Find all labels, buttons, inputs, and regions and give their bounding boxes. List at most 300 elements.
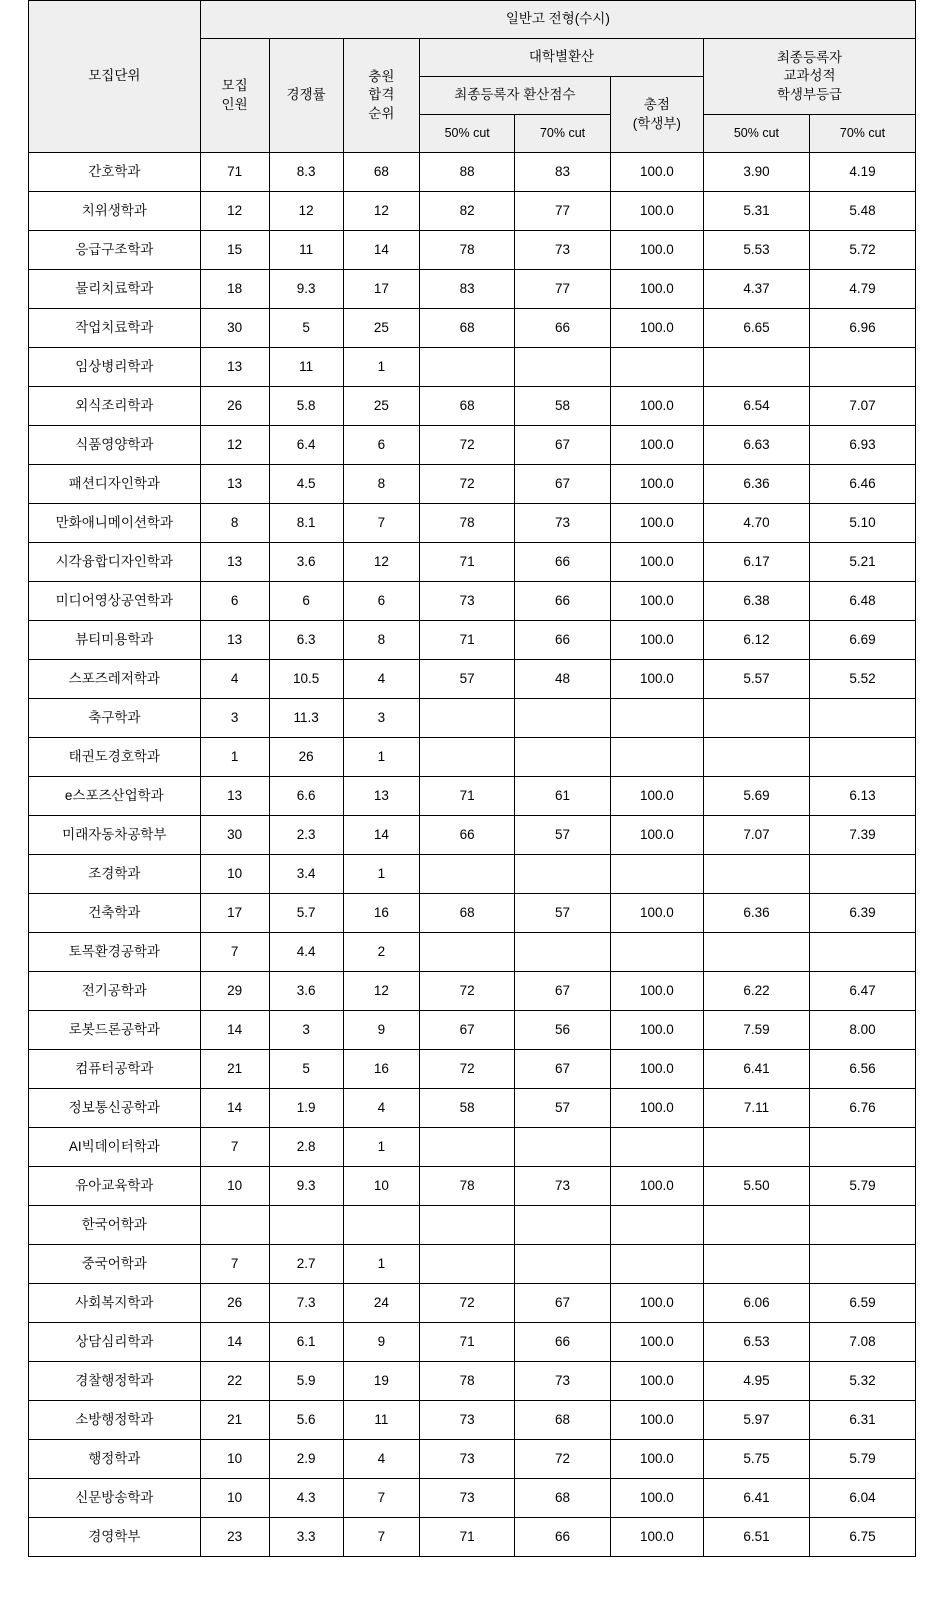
cell-quota: 10 (200, 1440, 269, 1479)
cell-conv-cut70: 48 (515, 660, 610, 699)
cell-conv-cut50 (420, 348, 515, 387)
header-total-line2: (학생부) (632, 115, 681, 131)
table-row (29, 387, 916, 426)
cell-grade-cut70: 6.13 (809, 777, 915, 816)
cell-rank: 24 (343, 1284, 419, 1323)
cell-total: 100.0 (610, 270, 703, 309)
cell-grade-cut70: 6.04 (809, 1479, 915, 1518)
header-row-1 (29, 1, 916, 39)
cell-quota: 21 (200, 1401, 269, 1440)
cell-unit: 정보통신공학과 (29, 1089, 201, 1128)
table-row (29, 699, 916, 738)
cell-ratio: 3.6 (269, 543, 343, 582)
cell-ratio: 2.9 (269, 1440, 343, 1479)
cell-rank: 12 (343, 972, 419, 1011)
cell-conv-cut70 (515, 1128, 610, 1167)
cell-quota: 23 (200, 1518, 269, 1557)
cell-rank: 1 (343, 1245, 419, 1284)
cell-unit: 경영학부 (29, 1518, 201, 1557)
cell-conv-cut70: 67 (515, 1284, 610, 1323)
table-row (29, 738, 916, 777)
cell-conv-cut70: 67 (515, 972, 610, 1011)
cell-grade-cut50: 3.90 (703, 153, 809, 192)
cell-ratio: 3 (269, 1011, 343, 1050)
cell-unit: 간호학과 (29, 153, 201, 192)
cell-grade-cut50: 6.41 (703, 1050, 809, 1089)
cell-rank: 25 (343, 309, 419, 348)
cell-total: 100.0 (610, 465, 703, 504)
cell-unit: 상담심리학과 (29, 1323, 201, 1362)
cell-grade-cut50: 6.65 (703, 309, 809, 348)
cell-ratio: 2.3 (269, 816, 343, 855)
cell-conv-cut70: 73 (515, 1362, 610, 1401)
table-body (29, 153, 916, 1557)
cell-unit: 컴퓨터공학과 (29, 1050, 201, 1089)
cell-conv-cut70: 57 (515, 816, 610, 855)
cell-grade-cut70 (809, 699, 915, 738)
cell-grade-cut70: 5.10 (809, 504, 915, 543)
cell-grade-cut50: 5.75 (703, 1440, 809, 1479)
cell-conv-cut50: 68 (420, 387, 515, 426)
cell-unit: 미디어영상공연학과 (29, 582, 201, 621)
cell-grade-cut50: 7.07 (703, 816, 809, 855)
cell-ratio: 4.5 (269, 465, 343, 504)
header-ratio: 경쟁률 (269, 39, 343, 153)
cell-grade-cut70: 6.96 (809, 309, 915, 348)
cell-grade-cut50: 6.22 (703, 972, 809, 1011)
cell-unit: 식품영양학과 (29, 426, 201, 465)
cell-unit: 작업치료학과 (29, 309, 201, 348)
cell-quota: 29 (200, 972, 269, 1011)
cell-conv-cut50: 73 (420, 1401, 515, 1440)
cell-total: 100.0 (610, 153, 703, 192)
cell-grade-cut50: 6.36 (703, 465, 809, 504)
cell-conv-cut50 (420, 699, 515, 738)
cell-grade-cut70 (809, 1206, 915, 1245)
cell-ratio: 11 (269, 348, 343, 387)
header-final-grade-line2: 교과성적 (783, 68, 836, 84)
table-row (29, 1089, 916, 1128)
cell-conv-cut50: 72 (420, 1050, 515, 1089)
cell-quota: 10 (200, 855, 269, 894)
cell-conv-cut50: 88 (420, 153, 515, 192)
cell-ratio: 6.3 (269, 621, 343, 660)
cell-total: 100.0 (610, 972, 703, 1011)
cell-conv-cut50 (420, 933, 515, 972)
header-track: 일반고 전형(수시) (200, 1, 915, 39)
table-row (29, 777, 916, 816)
header-conv-cut50: 50% cut (420, 115, 515, 153)
cell-conv-cut50 (420, 738, 515, 777)
cell-rank: 1 (343, 1128, 419, 1167)
cell-quota: 12 (200, 192, 269, 231)
cell-total: 100.0 (610, 1401, 703, 1440)
header-quota-line1: 모집 (221, 78, 248, 94)
cell-grade-cut50: 6.51 (703, 1518, 809, 1557)
header-rank-line3: 순위 (368, 105, 395, 121)
cell-total: 100.0 (610, 1518, 703, 1557)
cell-ratio: 3.6 (269, 972, 343, 1011)
cell-grade-cut70: 5.72 (809, 231, 915, 270)
cell-conv-cut70: 56 (515, 1011, 610, 1050)
cell-grade-cut70: 8.00 (809, 1011, 915, 1050)
table-row (29, 309, 916, 348)
cell-grade-cut70 (809, 933, 915, 972)
cell-total (610, 699, 703, 738)
cell-ratio: 8.3 (269, 153, 343, 192)
cell-conv-cut50: 73 (420, 1479, 515, 1518)
cell-conv-cut70: 66 (515, 621, 610, 660)
cell-quota: 6 (200, 582, 269, 621)
cell-unit: 임상병리학과 (29, 348, 201, 387)
cell-grade-cut70: 6.75 (809, 1518, 915, 1557)
cell-conv-cut70: 67 (515, 1050, 610, 1089)
cell-unit: 소방행정학과 (29, 1401, 201, 1440)
cell-total: 100.0 (610, 894, 703, 933)
cell-conv-cut70: 68 (515, 1401, 610, 1440)
cell-ratio: 4.4 (269, 933, 343, 972)
cell-conv-cut50: 72 (420, 972, 515, 1011)
cell-grade-cut50: 5.57 (703, 660, 809, 699)
cell-conv-cut70: 77 (515, 270, 610, 309)
table-row (29, 231, 916, 270)
table-row (29, 1050, 916, 1089)
cell-unit: 조경학과 (29, 855, 201, 894)
cell-quota: 22 (200, 1362, 269, 1401)
cell-rank: 2 (343, 933, 419, 972)
cell-grade-cut50: 4.70 (703, 504, 809, 543)
cell-ratio: 2.8 (269, 1128, 343, 1167)
cell-conv-cut50: 68 (420, 309, 515, 348)
cell-rank (343, 1206, 419, 1245)
cell-unit: 미래자동차공학부 (29, 816, 201, 855)
cell-quota: 7 (200, 933, 269, 972)
cell-grade-cut70: 5.79 (809, 1167, 915, 1206)
cell-unit: 유아교육학과 (29, 1167, 201, 1206)
cell-quota: 26 (200, 1284, 269, 1323)
cell-conv-cut50: 82 (420, 192, 515, 231)
table-row (29, 1167, 916, 1206)
table-row (29, 582, 916, 621)
cell-quota: 30 (200, 816, 269, 855)
cell-conv-cut70: 72 (515, 1440, 610, 1479)
cell-quota (200, 1206, 269, 1245)
table-row (29, 855, 916, 894)
cell-quota: 14 (200, 1323, 269, 1362)
cell-conv-cut70: 66 (515, 582, 610, 621)
cell-grade-cut70: 6.39 (809, 894, 915, 933)
cell-conv-cut50: 78 (420, 1362, 515, 1401)
cell-conv-cut70: 68 (515, 1479, 610, 1518)
cell-quota: 13 (200, 621, 269, 660)
cell-grade-cut70: 6.31 (809, 1401, 915, 1440)
table-row (29, 504, 916, 543)
cell-ratio: 7.3 (269, 1284, 343, 1323)
cell-conv-cut70: 66 (515, 309, 610, 348)
cell-conv-cut50: 78 (420, 1167, 515, 1206)
cell-total: 100.0 (610, 192, 703, 231)
cell-unit: 사회복지학과 (29, 1284, 201, 1323)
header-final-grade (703, 39, 915, 115)
cell-rank: 4 (343, 660, 419, 699)
cell-grade-cut70: 7.08 (809, 1323, 915, 1362)
cell-quota: 1 (200, 738, 269, 777)
cell-conv-cut70: 57 (515, 1089, 610, 1128)
cell-unit: 뷰티미용학과 (29, 621, 201, 660)
cell-grade-cut50 (703, 1245, 809, 1284)
cell-conv-cut70 (515, 699, 610, 738)
cell-conv-cut70 (515, 1245, 610, 1284)
cell-quota: 13 (200, 465, 269, 504)
cell-conv-cut50: 71 (420, 777, 515, 816)
cell-conv-cut70: 66 (515, 1518, 610, 1557)
cell-conv-cut50 (420, 1128, 515, 1167)
cell-rank: 16 (343, 1050, 419, 1089)
cell-quota: 17 (200, 894, 269, 933)
cell-conv-cut70 (515, 738, 610, 777)
cell-quota: 14 (200, 1089, 269, 1128)
cell-total: 100.0 (610, 543, 703, 582)
cell-rank: 9 (343, 1323, 419, 1362)
cell-grade-cut70 (809, 348, 915, 387)
header-quota-line2: 인원 (221, 96, 248, 112)
header-rank (343, 39, 419, 153)
header-rank-line2: 합격 (368, 87, 395, 103)
cell-grade-cut50: 4.95 (703, 1362, 809, 1401)
cell-total (610, 855, 703, 894)
cell-grade-cut70: 6.69 (809, 621, 915, 660)
cell-unit: 행정학과 (29, 1440, 201, 1479)
table-row (29, 1518, 916, 1557)
cell-quota: 4 (200, 660, 269, 699)
cell-total: 100.0 (610, 1479, 703, 1518)
cell-grade-cut50: 6.17 (703, 543, 809, 582)
cell-grade-cut50: 6.41 (703, 1479, 809, 1518)
cell-grade-cut70: 6.59 (809, 1284, 915, 1323)
cell-grade-cut70 (809, 1128, 915, 1167)
cell-conv-cut50 (420, 1245, 515, 1284)
cell-grade-cut50: 6.54 (703, 387, 809, 426)
table-row (29, 972, 916, 1011)
cell-total (610, 1245, 703, 1284)
table-row (29, 1128, 916, 1167)
cell-ratio: 11 (269, 231, 343, 270)
header-rank-line1: 충원 (368, 69, 395, 85)
cell-conv-cut70: 58 (515, 387, 610, 426)
cell-grade-cut50: 6.12 (703, 621, 809, 660)
cell-grade-cut70: 7.39 (809, 816, 915, 855)
cell-unit: 패션디자인학과 (29, 465, 201, 504)
table-row (29, 465, 916, 504)
cell-conv-cut50: 71 (420, 1518, 515, 1557)
cell-rank: 7 (343, 1518, 419, 1557)
cell-rank: 10 (343, 1167, 419, 1206)
cell-grade-cut70: 5.21 (809, 543, 915, 582)
cell-total: 100.0 (610, 387, 703, 426)
cell-rank: 1 (343, 348, 419, 387)
cell-quota: 10 (200, 1167, 269, 1206)
cell-conv-cut70: 77 (515, 192, 610, 231)
cell-rank: 1 (343, 738, 419, 777)
table-row (29, 1245, 916, 1284)
cell-unit: 건축학과 (29, 894, 201, 933)
table-row (29, 660, 916, 699)
cell-unit: 시각융합디자인학과 (29, 543, 201, 582)
cell-ratio: 5 (269, 1050, 343, 1089)
cell-conv-cut50: 67 (420, 1011, 515, 1050)
table-row (29, 816, 916, 855)
cell-quota: 7 (200, 1128, 269, 1167)
cell-ratio: 12 (269, 192, 343, 231)
cell-rank: 19 (343, 1362, 419, 1401)
cell-rank: 14 (343, 816, 419, 855)
table-row (29, 933, 916, 972)
table-row (29, 1479, 916, 1518)
cell-grade-cut50: 4.37 (703, 270, 809, 309)
cell-quota: 13 (200, 543, 269, 582)
table-row (29, 1362, 916, 1401)
cell-unit: 치위생학과 (29, 192, 201, 231)
cell-conv-cut70: 83 (515, 153, 610, 192)
cell-quota: 7 (200, 1245, 269, 1284)
cell-grade-cut70: 6.76 (809, 1089, 915, 1128)
cell-grade-cut50: 5.50 (703, 1167, 809, 1206)
cell-grade-cut70: 5.52 (809, 660, 915, 699)
cell-conv-cut70: 57 (515, 894, 610, 933)
cell-total: 100.0 (610, 621, 703, 660)
cell-rank: 17 (343, 270, 419, 309)
cell-total: 100.0 (610, 1440, 703, 1479)
cell-ratio: 26 (269, 738, 343, 777)
cell-ratio: 1.9 (269, 1089, 343, 1128)
cell-unit: e스포즈산업학과 (29, 777, 201, 816)
cell-ratio: 6 (269, 582, 343, 621)
table-row (29, 894, 916, 933)
cell-total: 100.0 (610, 582, 703, 621)
cell-unit: 스포즈레저학과 (29, 660, 201, 699)
cell-ratio: 5.8 (269, 387, 343, 426)
cell-conv-cut70: 66 (515, 1323, 610, 1362)
cell-conv-cut50: 71 (420, 1323, 515, 1362)
cell-unit: 응급구조학과 (29, 231, 201, 270)
cell-grade-cut50 (703, 1206, 809, 1245)
cell-conv-cut70: 73 (515, 504, 610, 543)
cell-grade-cut50 (703, 738, 809, 777)
cell-total: 100.0 (610, 1362, 703, 1401)
cell-conv-cut50: 68 (420, 894, 515, 933)
cell-conv-cut50 (420, 1206, 515, 1245)
table-row (29, 192, 916, 231)
cell-conv-cut70: 73 (515, 231, 610, 270)
cell-rank: 3 (343, 699, 419, 738)
cell-conv-cut70: 67 (515, 465, 610, 504)
header-grade-cut50: 50% cut (703, 115, 809, 153)
header-grade-cut70: 70% cut (809, 115, 915, 153)
cell-conv-cut70: 73 (515, 1167, 610, 1206)
table-row (29, 153, 916, 192)
cell-ratio: 10.5 (269, 660, 343, 699)
cell-conv-cut50: 58 (420, 1089, 515, 1128)
cell-grade-cut50: 6.36 (703, 894, 809, 933)
cell-quota: 13 (200, 348, 269, 387)
table-row (29, 348, 916, 387)
cell-unit: 태권도경호학과 (29, 738, 201, 777)
cell-grade-cut70: 5.48 (809, 192, 915, 231)
cell-ratio: 5.7 (269, 894, 343, 933)
cell-unit: 로봇드론공학과 (29, 1011, 201, 1050)
cell-total (610, 738, 703, 777)
header-total-line1: 총점 (643, 97, 670, 113)
cell-rank: 12 (343, 192, 419, 231)
cell-rank: 4 (343, 1089, 419, 1128)
cell-unit: 외식조리학과 (29, 387, 201, 426)
cell-grade-cut70 (809, 738, 915, 777)
cell-rank: 16 (343, 894, 419, 933)
table-row (29, 270, 916, 309)
cell-ratio: 6.4 (269, 426, 343, 465)
cell-grade-cut50: 6.06 (703, 1284, 809, 1323)
cell-grade-cut70: 7.07 (809, 387, 915, 426)
cell-grade-cut70: 6.48 (809, 582, 915, 621)
cell-grade-cut70: 6.46 (809, 465, 915, 504)
cell-conv-cut50: 72 (420, 426, 515, 465)
cell-quota: 3 (200, 699, 269, 738)
cell-quota: 26 (200, 387, 269, 426)
cell-rank: 7 (343, 504, 419, 543)
cell-conv-cut50: 73 (420, 582, 515, 621)
cell-conv-cut50: 72 (420, 465, 515, 504)
cell-grade-cut50: 7.59 (703, 1011, 809, 1050)
cell-rank: 8 (343, 621, 419, 660)
cell-conv-cut50: 78 (420, 504, 515, 543)
table-row (29, 1206, 916, 1245)
cell-total (610, 1206, 703, 1245)
cell-quota: 8 (200, 504, 269, 543)
cell-quota: 71 (200, 153, 269, 192)
cell-unit: 토목환경공학과 (29, 933, 201, 972)
cell-ratio: 3.3 (269, 1518, 343, 1557)
cell-ratio: 9.3 (269, 1167, 343, 1206)
cell-grade-cut50 (703, 855, 809, 894)
cell-conv-cut50: 78 (420, 231, 515, 270)
cell-conv-cut70 (515, 348, 610, 387)
header-final-grade-line1: 최종등록자 (776, 50, 843, 66)
cell-ratio: 5 (269, 309, 343, 348)
cell-total: 100.0 (610, 231, 703, 270)
cell-quota: 15 (200, 231, 269, 270)
cell-grade-cut50: 7.11 (703, 1089, 809, 1128)
cell-rank: 4 (343, 1440, 419, 1479)
cell-conv-cut50: 73 (420, 1440, 515, 1479)
cell-rank: 11 (343, 1401, 419, 1440)
cell-conv-cut50: 83 (420, 270, 515, 309)
table-header (29, 1, 916, 153)
cell-grade-cut70: 4.19 (809, 153, 915, 192)
cell-grade-cut70 (809, 1245, 915, 1284)
cell-total: 100.0 (610, 816, 703, 855)
cell-total: 100.0 (610, 660, 703, 699)
cell-rank: 9 (343, 1011, 419, 1050)
cell-conv-cut70: 61 (515, 777, 610, 816)
cell-unit: 축구학과 (29, 699, 201, 738)
cell-rank: 6 (343, 426, 419, 465)
cell-grade-cut50: 5.53 (703, 231, 809, 270)
cell-grade-cut70 (809, 855, 915, 894)
cell-ratio: 4.3 (269, 1479, 343, 1518)
cell-total: 100.0 (610, 1284, 703, 1323)
cell-grade-cut70: 5.32 (809, 1362, 915, 1401)
cell-total: 100.0 (610, 1323, 703, 1362)
